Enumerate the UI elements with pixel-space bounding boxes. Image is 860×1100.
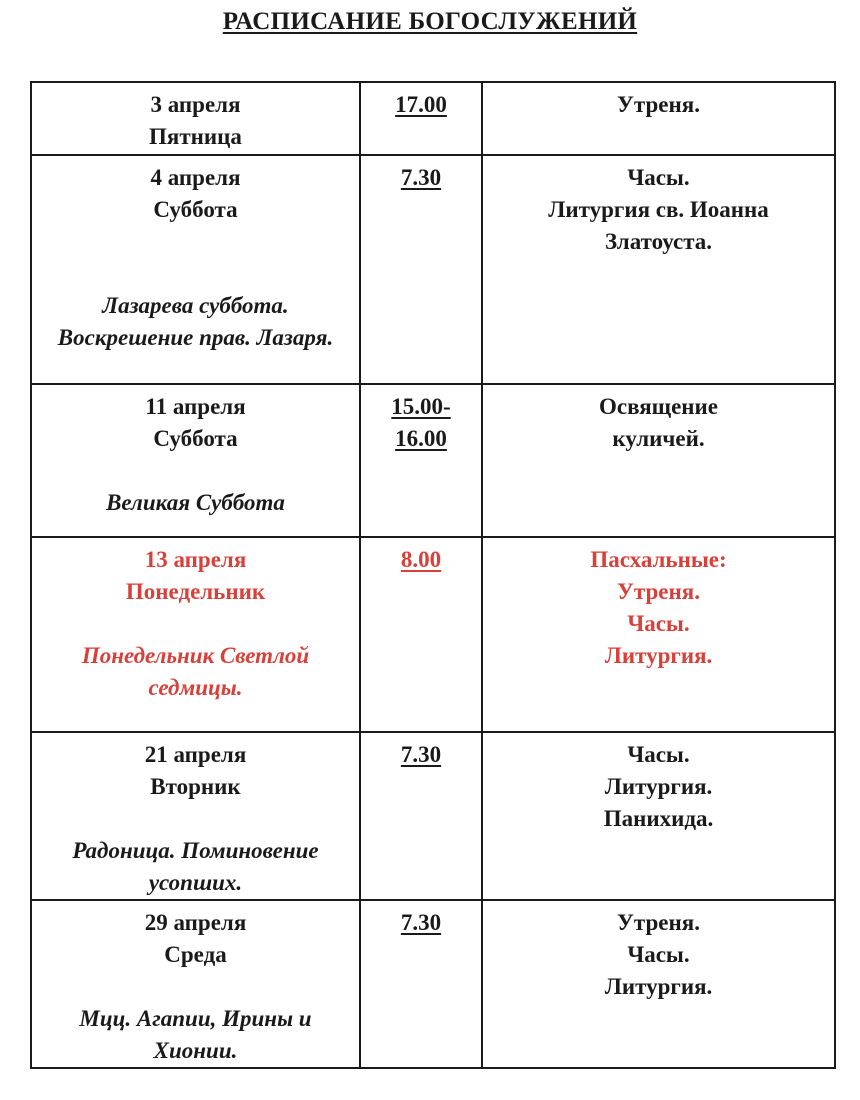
services-cell: [482, 537, 835, 732]
time-label: 7.30: [400, 165, 442, 190]
services-cell: [482, 155, 835, 384]
time-cell: [360, 384, 482, 537]
table-row: [31, 384, 835, 537]
feast-label: Радоница. Поминовение усопших.: [72, 838, 319, 895]
date-cell: [31, 155, 360, 384]
services-cell: [482, 900, 835, 1068]
date-cell: [31, 732, 360, 900]
weekday-label: Вторник: [150, 774, 241, 799]
weekday-label: Пятница: [149, 124, 242, 149]
time-cell: [360, 732, 482, 900]
service-label: Освящение куличей.: [599, 394, 718, 451]
services-cell: [482, 732, 835, 900]
table-row: [31, 82, 835, 155]
feast-label: Лазарева суббота. Воскрешение прав. Лазаря.: [57, 293, 334, 350]
feast-label: Великая Суббота: [106, 490, 285, 515]
date-label: 4 апреля: [150, 165, 241, 190]
services-cell: [482, 82, 835, 155]
services-cell: [482, 384, 835, 537]
service-label: Часы.: [627, 165, 690, 190]
table-row: [31, 732, 835, 900]
feast-label: Мцц. Агапии, Ирины и Хионии.: [79, 1006, 312, 1063]
page-title: РАСПИСАНИЕ БОГОСЛУЖЕНИЙ: [222, 8, 638, 35]
time-label: 7.30: [400, 742, 442, 767]
feast-label: Понедельник Светлой седмицы.: [81, 643, 310, 700]
service-label: Часы.: [627, 742, 690, 767]
time-label: 8.00: [400, 547, 442, 572]
date-label: 21 апреля: [144, 742, 247, 767]
service-label: Утреня.: [617, 579, 700, 604]
date-label: 29 апреля: [144, 910, 247, 935]
time-label: 7.30: [400, 910, 442, 935]
date-label: 11 апреля: [145, 394, 246, 419]
service-label: Часы.: [627, 942, 690, 967]
service-label: Часы.: [627, 611, 690, 636]
table-row: [31, 155, 835, 384]
date-cell: [31, 900, 360, 1068]
weekday-label: Суббота: [153, 426, 238, 451]
service-schedule-table: [30, 81, 836, 1069]
service-label: Панихида.: [603, 806, 714, 831]
weekday-label: Суббота: [153, 197, 238, 222]
service-label: Литургия св. Иоанна Златоуста.: [548, 197, 769, 254]
time-cell: [360, 155, 482, 384]
time-label: 16.00: [395, 426, 447, 451]
date-cell: [31, 384, 360, 537]
time-cell: [360, 82, 482, 155]
service-label: Литургия.: [604, 974, 713, 999]
time-label: 17.00: [395, 92, 447, 117]
time-cell: [360, 537, 482, 732]
service-label: Литургия.: [604, 643, 713, 668]
date-cell: [31, 82, 360, 155]
service-label: Утреня.: [617, 92, 700, 117]
date-label: 3 апреля: [150, 92, 241, 117]
date-cell: [31, 537, 360, 732]
date-label: 13 апреля: [144, 547, 247, 572]
weekday-label: Понедельник: [125, 579, 266, 604]
time-cell: [360, 900, 482, 1068]
table-row-highlighted: [31, 537, 835, 732]
service-label: Литургия.: [604, 774, 713, 799]
weekday-label: Среда: [164, 942, 227, 967]
table-row: [31, 900, 835, 1068]
time-label: 15.00-: [391, 394, 451, 419]
service-label: Пасхальные:: [590, 547, 727, 572]
service-label: Утреня.: [617, 910, 700, 935]
